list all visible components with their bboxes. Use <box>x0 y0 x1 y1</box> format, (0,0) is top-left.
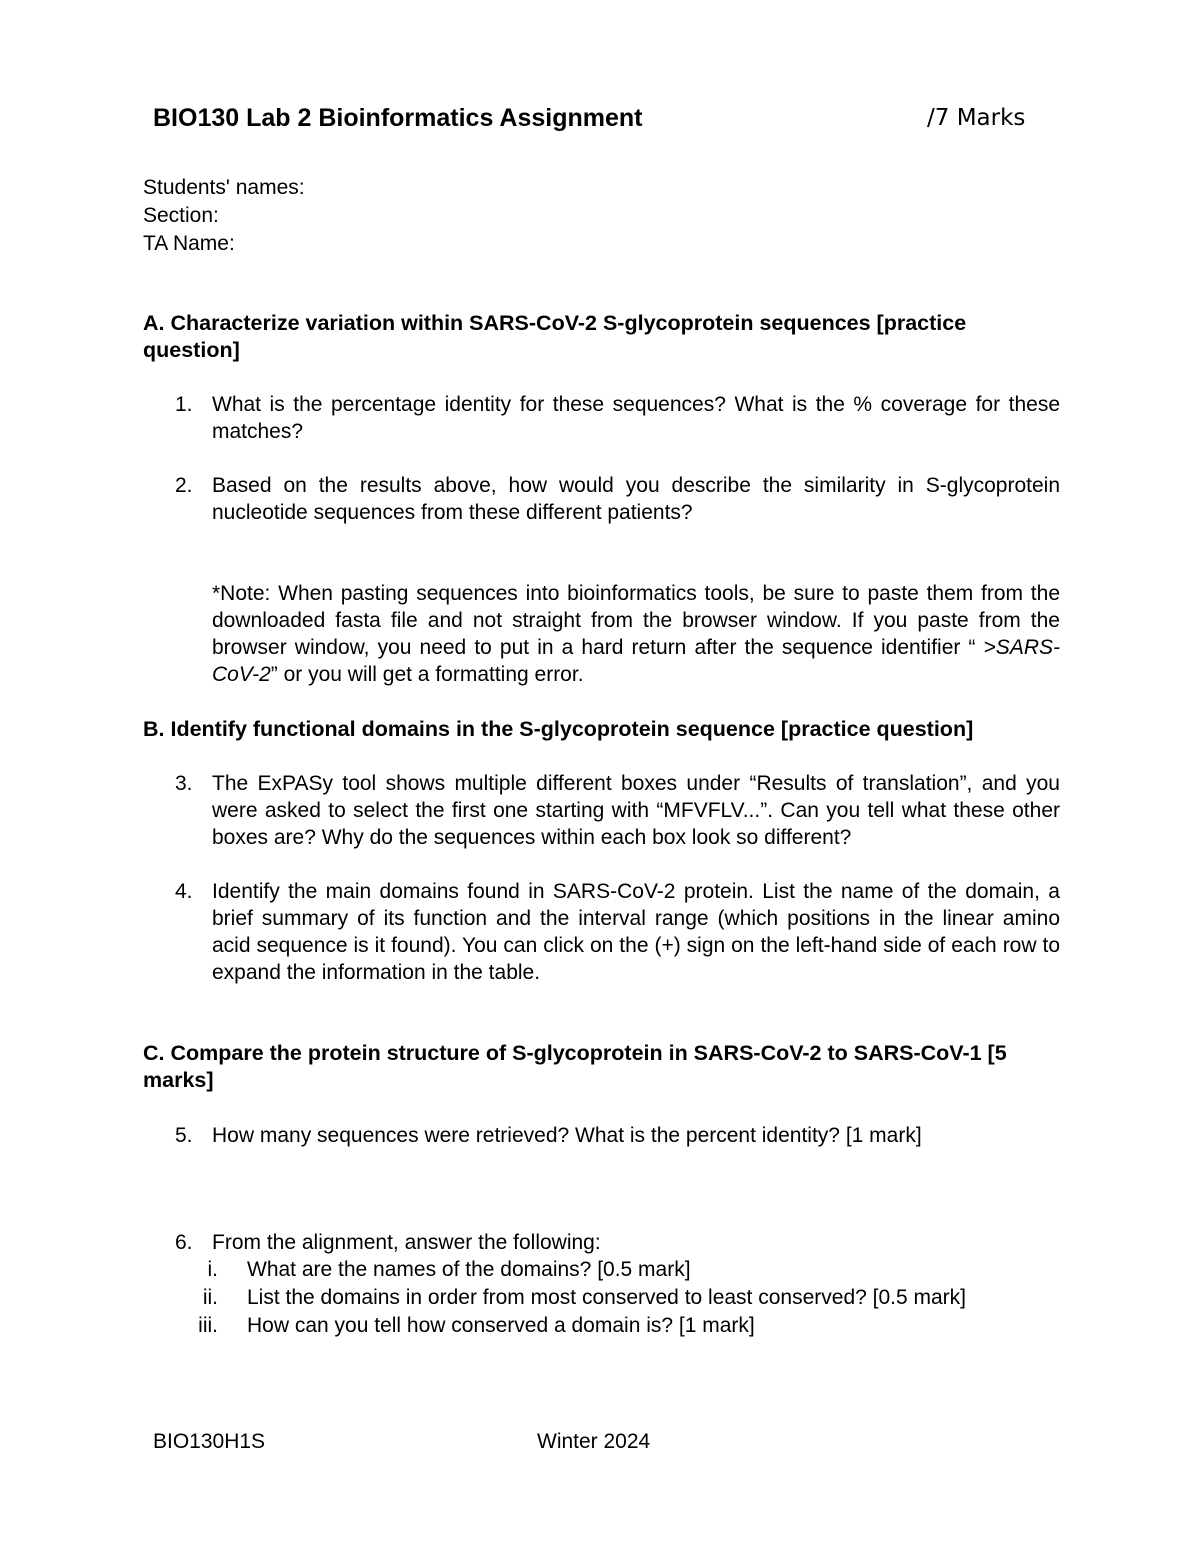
question-3 <box>175 770 1060 851</box>
subpart-number: i. <box>207 1258 218 1281</box>
question-5 <box>175 1122 1060 1149</box>
formatting-note <box>212 580 1060 688</box>
note-text-end: ” or you will get a formatting error. <box>270 663 584 686</box>
subpart-text: How can you tell how conserved a domain is? [1 mark] <box>247 1314 755 1337</box>
ta-name-label: TA Name: <box>143 232 235 255</box>
question-6 <box>175 1229 1060 1256</box>
subpart-number: ii. <box>202 1286 218 1309</box>
students-names-label: Students' names: <box>143 176 305 199</box>
question-6-subparts <box>180 1256 1060 1340</box>
sequence-identifier: >SARS-CoV-2 <box>212 636 1060 686</box>
subpart-number: iii. <box>198 1314 218 1337</box>
question-number: 2. <box>175 474 193 497</box>
subpart-text: What are the names of the domains? [0.5 mark] <box>247 1258 691 1281</box>
question-text: The ExPASy tool shows multiple different boxes under “Results of translation”, and you were asked to select the first one starting with “MFVFLV...”. Can you tell what these other boxes are? Why do the sequences within each box look so different? <box>212 772 1060 849</box>
section-c-heading: C. Compare the protein structure of S-glycoprotein in SARS-CoV-2 to SARS-CoV-1 [5 marks] <box>143 1041 1007 1092</box>
section-a-heading: A. Characterize variation within SARS-CoV-2 S-glycoprotein sequences [practice question] <box>143 311 967 362</box>
total-marks: /7 Marks <box>927 105 1026 131</box>
footer-term: Winter 2024 <box>537 1430 651 1453</box>
subpart-item <box>180 1312 1060 1340</box>
question-text: From the alignment, answer the following: <box>212 1231 601 1254</box>
subpart-item <box>180 1256 1060 1284</box>
question-text: Based on the results above, how would you describe the similarity in S-glycoprotein nucleotide sequences from these different patients? <box>212 474 1060 524</box>
subpart-item <box>180 1284 1060 1312</box>
question-number: 6. <box>175 1231 193 1254</box>
question-text: Identify the main domains found in SARS-CoV-2 protein. List the name of the domain, a brief summary of its function and the interval range (which positions in the linear amino acid sequence is it found). You can click on the (+) sign on the left-hand side of each row to expand the information in the table. <box>212 880 1060 984</box>
question-text: How many sequences were retrieved? What is the percent identity? [1 mark] <box>212 1124 922 1147</box>
question-number: 3. <box>175 772 193 795</box>
question-4 <box>175 878 1060 986</box>
question-1 <box>175 391 1060 445</box>
section-label: Section: <box>143 204 219 227</box>
question-text: What is the percentage identity for these sequences? What is the % coverage for these matches? <box>212 393 1060 443</box>
document-title: BIO130 Lab 2 Bioinformatics Assignment <box>153 104 643 132</box>
question-number: 4. <box>175 880 193 903</box>
question-number: 5. <box>175 1124 193 1147</box>
subpart-text: List the domains in order from most conserved to least conserved? [0.5 mark] <box>247 1286 966 1309</box>
question-number: 1. <box>175 393 193 416</box>
note-text: *Note: When pasting sequences into bioinformatics tools, be sure to paste them from the downloaded fasta file and not straight from the browser window. If you paste from the browser window, you need to put in a hard return after the sequence identifier “ <box>212 582 1060 659</box>
footer-course-code: BIO130H1S <box>153 1430 266 1453</box>
question-2 <box>175 472 1060 526</box>
section-b-heading: B. Identify functional domains in the S-glycoprotein sequence [practice question] <box>143 717 974 741</box>
student-info-block <box>143 174 305 258</box>
